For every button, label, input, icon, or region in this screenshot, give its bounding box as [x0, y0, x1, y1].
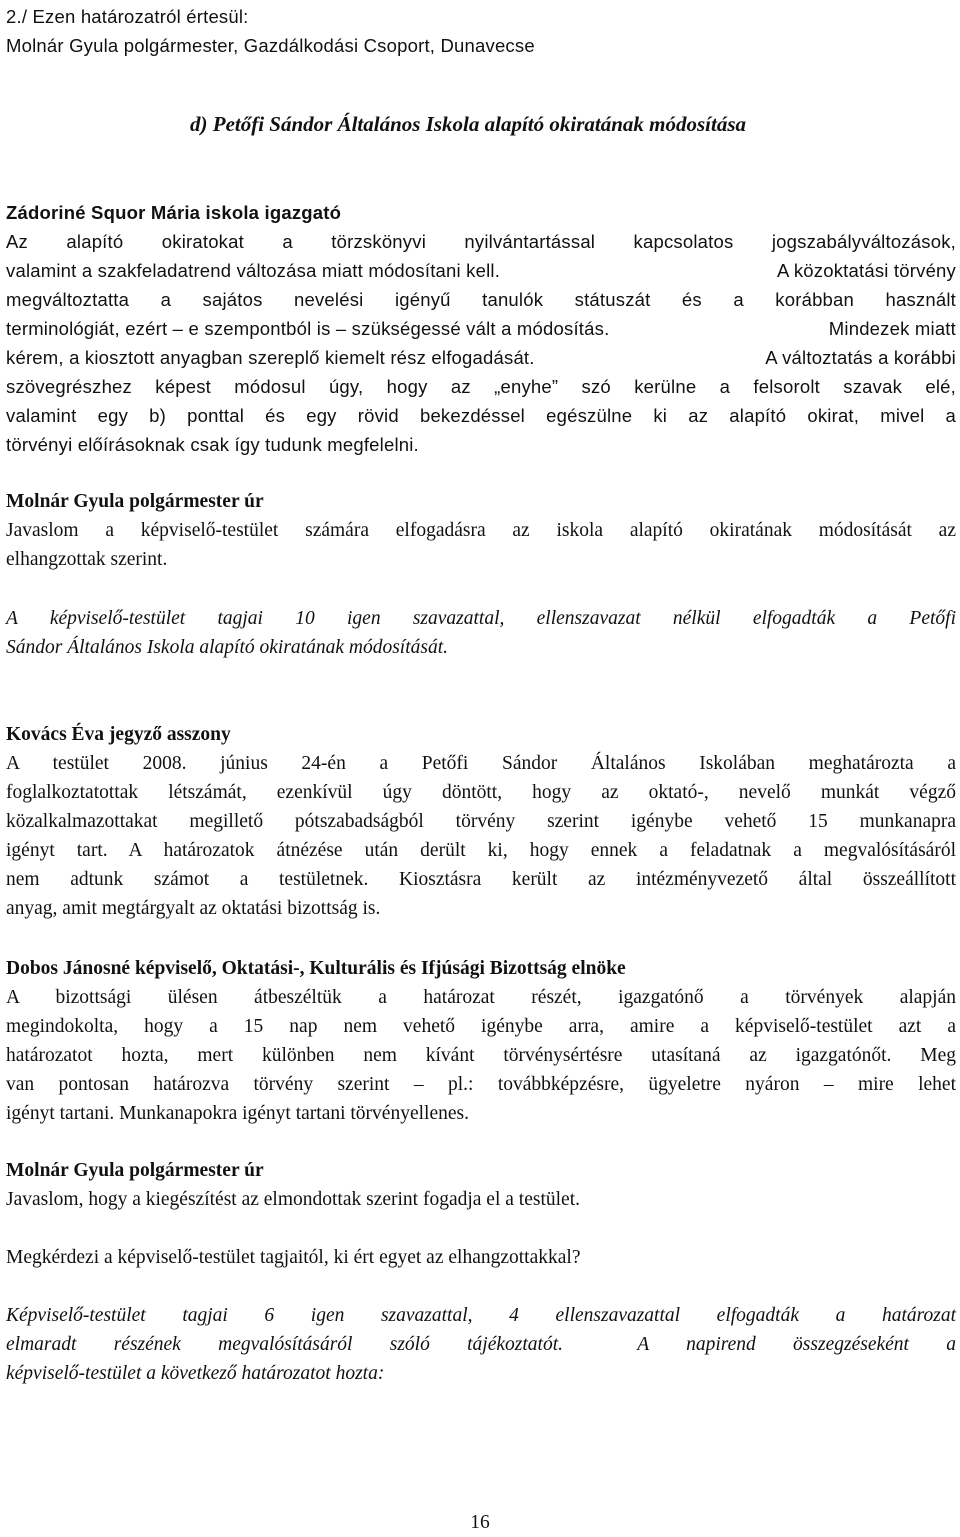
- resolution-line: elmaradt részének megvalósításáról szóló tájékoztatót. A napirend összegzéseként a: [6, 1334, 956, 1355]
- paragraph-line: közalkalmazottakat megillető pótszabadságból törvény szerint igénybe vehető 15 munkanapra: [6, 811, 956, 832]
- resolution-line: képviselő-testület a következő határozatot hozta:: [6, 1363, 385, 1384]
- section-notary: [6, 720, 956, 923]
- paragraph-line: határozatot hozta, mert különben nem kívánt törvénysértésre utasítaná az igazgatónőt. Meg: [6, 1045, 956, 1066]
- paragraph-line: igényt tartani. Munkanapokra igényt tartani törvényellenes.: [6, 1103, 469, 1124]
- paragraph-line: kérem, a kiosztott anyagban szereplő kiemelt rész elfogadását. A változtatás a korábbi: [6, 347, 956, 368]
- notice-recipients: Molnár Gyula polgármester, Gazdálkodási Csoport, Dunavecse: [6, 35, 535, 56]
- section-committee: [6, 954, 956, 1128]
- speaker-name: Molnár Gyula polgármester úr: [6, 1160, 264, 1181]
- paragraph-line: törvényi előírásoknak csak így tudunk megfelelni.: [6, 434, 419, 455]
- page-number: 16: [470, 1512, 490, 1533]
- question-line: Megkérdezi a képviselő-testület tagjaitól, ki ért egyet az elhangzottakkal?: [6, 1247, 581, 1268]
- resolution-1: [6, 604, 956, 662]
- paragraph-line: van pontosan határozva törvény szerint – pl.: továbbképzésre, ügyeletre nyáron – mire lehet: [6, 1074, 956, 1095]
- speaker-name: Dobos Jánosné képviselő, Oktatási-, Kulturális és Ifjúsági Bizottság elnöke: [6, 958, 626, 979]
- speaker-name: Molnár Gyula polgármester úr: [6, 491, 264, 512]
- notice-title: 2./ Ezen határozatról értesül:: [6, 6, 249, 27]
- paragraph-line: terminológiát, ezért – e szempontból is – szükségessé vált a módosítás. Mindezek miatt: [6, 318, 956, 339]
- speaker-name: Zádoriné Squor Mária iskola igazgató: [6, 202, 342, 223]
- notice-block: [6, 2, 956, 60]
- paragraph-line: megváltoztatta a sajátos nevelési igényű tanulók státuszát és a korábban használt: [6, 289, 956, 310]
- paragraph-line: Az alapító okiratokat a törzskönyvi nyilvántartással kapcsolatos jogszabályváltozások,: [6, 231, 956, 252]
- section-mayor-1: [6, 487, 956, 574]
- agenda-heading: d) Petőfi Sándor Általános Iskola alapító okiratának módosítása: [190, 112, 746, 136]
- resolution-line: Képviselő-testület tagjai 6 igen szavazattal, 4 ellenszavazattal elfogadták a határozat: [6, 1305, 956, 1326]
- paragraph-line: elhangzottak szerint.: [6, 549, 168, 570]
- paragraph-line: nem adtunk számot a testületnek. Kiosztásra került az intézményvezető által összeállított: [6, 869, 956, 890]
- paragraph-line: megindokolta, hogy a 15 nap nem vehető igénybe arra, amire a képviselő-testület azt a: [6, 1016, 956, 1037]
- paragraph-line: anyag, amit megtárgyalt az oktatási bizottság is.: [6, 898, 381, 919]
- paragraph-line: szövegrészhez képest módosul úgy, hogy az „enyhe” szó kerülne a felsorolt szavak elé,: [6, 376, 956, 397]
- paragraph-line: foglalkoztatottak létszámát, ezenkívül úgy döntött, hogy az oktató-, nevelő munkát végző: [6, 782, 956, 803]
- resolution-2: [6, 1301, 956, 1388]
- resolution-line: Sándor Általános Iskola alapító okiratának módosítását.: [6, 637, 448, 658]
- paragraph-line: valamint egy b) ponttal és egy rövid bekezdéssel egészülne ki az alapító okirat, mivel a: [6, 405, 956, 426]
- section-principal: [6, 198, 956, 459]
- paragraph-line: A testület 2008. június 24-én a Petőfi Sándor Általános Iskolában meghatározta a: [6, 753, 956, 774]
- paragraph-line: Javaslom, hogy a kiegészítést az elmondottak szerint fogadja el a testület.: [6, 1189, 580, 1210]
- paragraph-line: igényt tart. A határozatok átnézése után derült ki, hogy ennek a feladatnak a megvalósításáról: [6, 840, 956, 861]
- speaker-name: Kovács Éva jegyző asszony: [6, 724, 231, 745]
- paragraph-line: Javaslom a képviselő-testület számára elfogadásra az iskola alapító okiratának módosítását az: [6, 520, 956, 541]
- paragraph-line: A bizottsági ülésen átbeszéltük a határozat részét, igazgatónő a törvények alapján: [6, 987, 956, 1008]
- section-mayor-2: [6, 1156, 956, 1214]
- paragraph-line: valamint a szakfeladatrend változása miatt módosítani kell. A közoktatási törvény: [6, 260, 956, 281]
- resolution-line: A képviselő-testület tagjai 10 igen szavazattal, ellenszavazat nélkül elfogadták a Petőfi: [6, 608, 956, 629]
